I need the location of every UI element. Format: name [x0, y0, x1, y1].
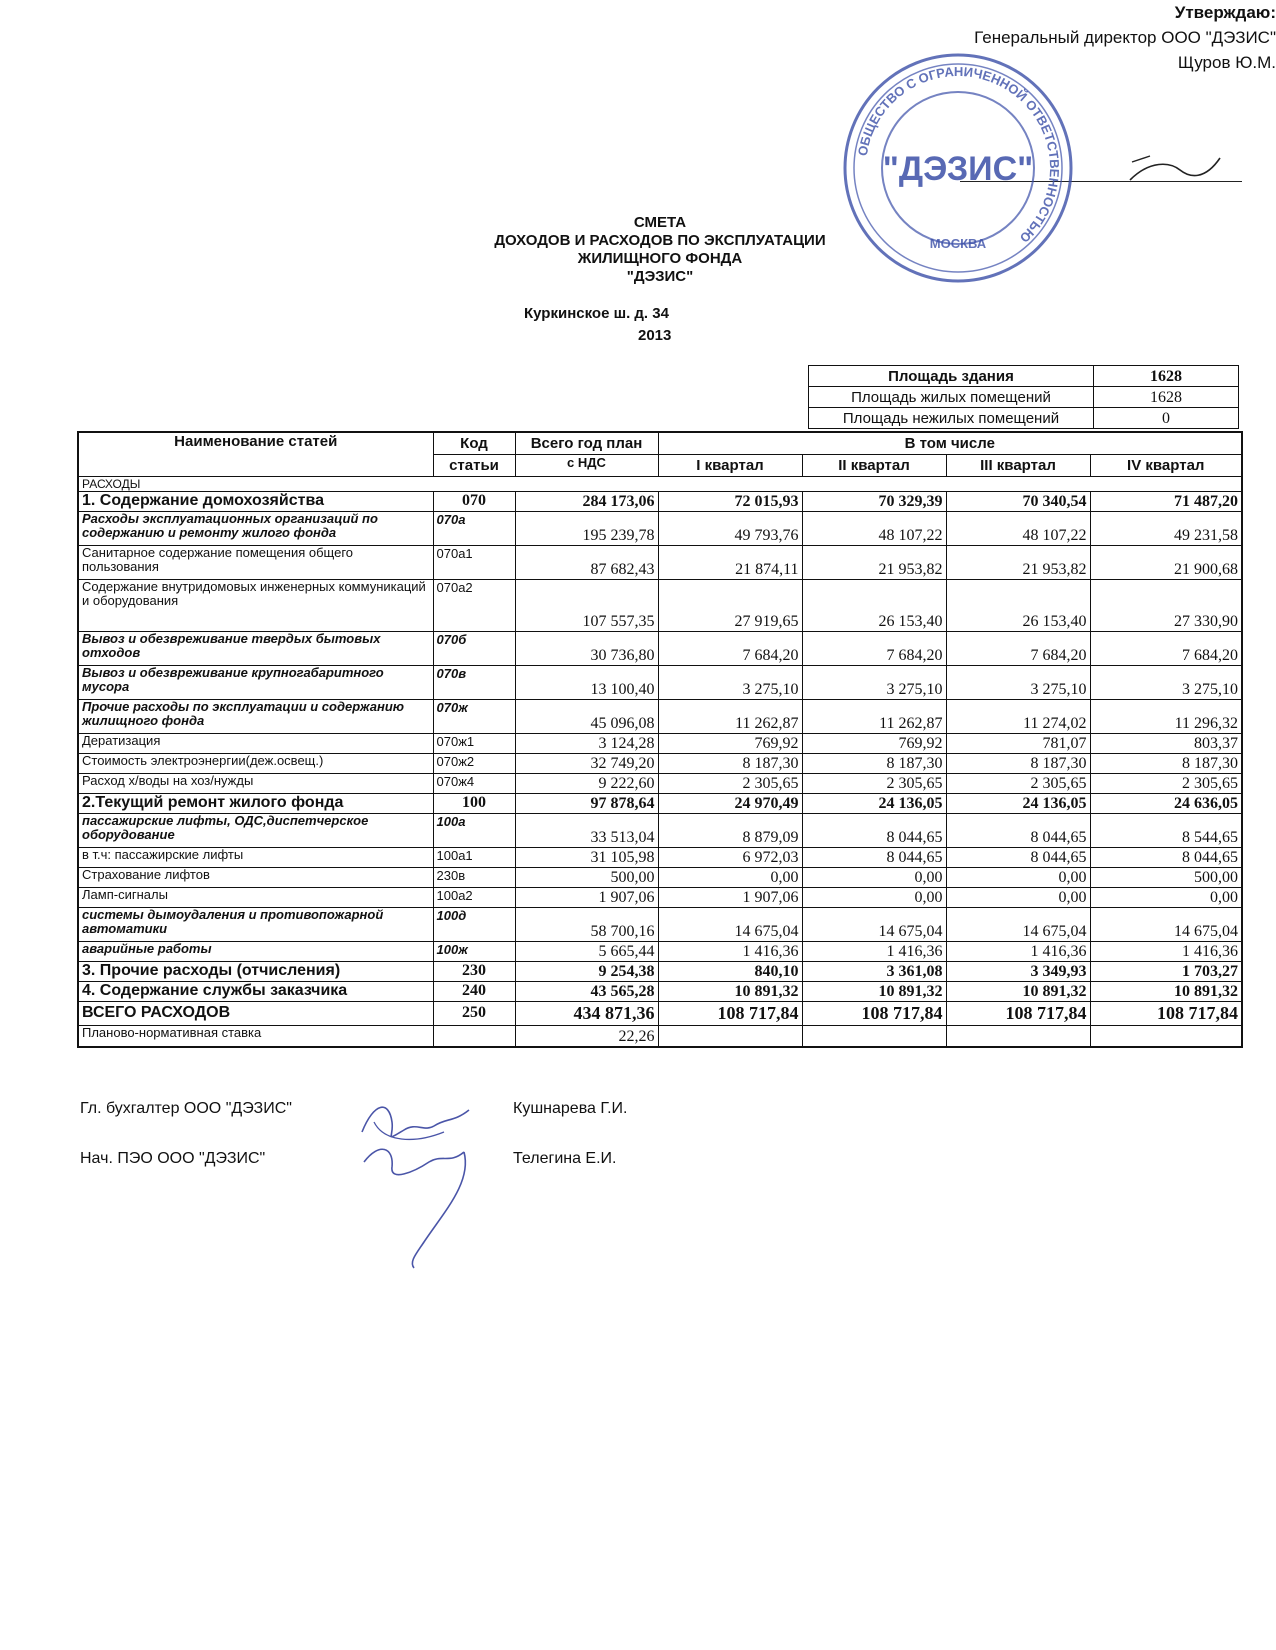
- row-q4: 10 891,32: [1090, 981, 1242, 1001]
- row-q3: 108 717,84: [946, 1001, 1090, 1025]
- row-total: 9 222,60: [515, 773, 658, 793]
- row-q4: 27 330,90: [1090, 579, 1242, 631]
- row-q3: 3 349,93: [946, 961, 1090, 981]
- row-total: 58 700,16: [515, 907, 658, 941]
- table-header-row: [78, 432, 1242, 454]
- row-q1: 27 919,65: [658, 579, 802, 631]
- row-q4: 7 684,20: [1090, 631, 1242, 665]
- table-row: [78, 981, 1242, 1001]
- row-total: 195 239,78: [515, 511, 658, 545]
- table-row: [78, 753, 1242, 773]
- chief-accountant-name: Кушнарева Г.И.: [513, 1100, 628, 1117]
- header-total: Всего год план: [515, 432, 658, 454]
- row-q2: 10 891,32: [802, 981, 946, 1001]
- row-q1: 6 972,03: [658, 847, 802, 867]
- row-code: 070а: [433, 511, 515, 545]
- row-name: ВСЕГО РАСХОДОВ: [78, 1001, 433, 1025]
- row-q3: 0,00: [946, 887, 1090, 907]
- row-q4: 11 296,32: [1090, 699, 1242, 733]
- row-q3: 21 953,82: [946, 545, 1090, 579]
- row-code: 100а1: [433, 847, 515, 867]
- area-value: 1628: [1094, 387, 1239, 408]
- row-q2: 8 187,30: [802, 753, 946, 773]
- row-q1: 840,10: [658, 961, 802, 981]
- row-code: 230: [433, 961, 515, 981]
- row-q2: 0,00: [802, 887, 946, 907]
- row-q4: 8 044,65: [1090, 847, 1242, 867]
- area-value: 0: [1094, 408, 1239, 429]
- row-name: 1. Содержание домохозяйства: [78, 491, 433, 511]
- row-name: пассажирские лифты, ОДС,диспетчерское оборудование: [78, 813, 433, 847]
- table-row: [78, 887, 1242, 907]
- row-q3: 24 136,05: [946, 793, 1090, 813]
- row-name: Страхование лифтов: [78, 867, 433, 887]
- row-q3: 781,07: [946, 733, 1090, 753]
- row-total: 22,26: [515, 1025, 658, 1047]
- row-q4: 803,37: [1090, 733, 1242, 753]
- seal-city: МОСКВА: [929, 236, 987, 251]
- row-q4: 49 231,58: [1090, 511, 1242, 545]
- row-q1: 11 262,87: [658, 699, 802, 733]
- row-q4: 71 487,20: [1090, 491, 1242, 511]
- row-total: 33 513,04: [515, 813, 658, 847]
- table-row: [78, 847, 1242, 867]
- row-q1: 1 416,36: [658, 941, 802, 961]
- row-q1: 8 187,30: [658, 753, 802, 773]
- row-q3: 0,00: [946, 867, 1090, 887]
- area-label: Площадь здания: [809, 366, 1094, 387]
- row-name: 4. Содержание службы заказчика: [78, 981, 433, 1001]
- row-total: 13 100,40: [515, 665, 658, 699]
- row-total: 31 105,98: [515, 847, 658, 867]
- row-q3: [946, 1025, 1090, 1047]
- row-code: 070а1: [433, 545, 515, 579]
- area-row: [809, 366, 1239, 387]
- row-code: 070ж: [433, 699, 515, 733]
- row-q2: 11 262,87: [802, 699, 946, 733]
- row-q1: 108 717,84: [658, 1001, 802, 1025]
- row-q2: 14 675,04: [802, 907, 946, 941]
- row-q2: 1 416,36: [802, 941, 946, 961]
- row-q4: 3 275,10: [1090, 665, 1242, 699]
- row-code: 250: [433, 1001, 515, 1025]
- row-name: Содержание внутридомовых инженерных коммуникаций и оборудования: [78, 579, 433, 631]
- pe-head-position: Нач. ПЭО ООО "ДЭЗИС": [80, 1150, 266, 1167]
- row-name: Санитарное содержание помещения общего пользования: [78, 545, 433, 579]
- row-q2: 48 107,22: [802, 511, 946, 545]
- row-q1: 769,92: [658, 733, 802, 753]
- row-q1: 8 879,09: [658, 813, 802, 847]
- header-q1: I квартал: [658, 454, 802, 476]
- row-q2: [802, 1025, 946, 1047]
- row-q3: 7 684,20: [946, 631, 1090, 665]
- table-row: [78, 1025, 1242, 1047]
- row-q1: 72 015,93: [658, 491, 802, 511]
- row-q1: 3 275,10: [658, 665, 802, 699]
- row-q2: 769,92: [802, 733, 946, 753]
- area-label: Площадь жилых помещений: [809, 387, 1094, 408]
- pe-head-name: Телегина Е.И.: [513, 1150, 617, 1167]
- table-row: [78, 793, 1242, 813]
- row-total: 284 173,06: [515, 491, 658, 511]
- row-q4: 14 675,04: [1090, 907, 1242, 941]
- row-code: 100: [433, 793, 515, 813]
- approval-position: Генеральный директор ООО "ДЭЗИС": [974, 28, 1276, 47]
- row-q4: 8 544,65: [1090, 813, 1242, 847]
- title-line-3: ЖИЛИЩНОГО ФОНДА: [577, 250, 743, 267]
- row-q1: 0,00: [658, 867, 802, 887]
- row-total: 87 682,43: [515, 545, 658, 579]
- row-name: Стоимость электроэнергии(деж.освещ.): [78, 753, 433, 773]
- table-row: [78, 511, 1242, 545]
- row-code: 100а2: [433, 887, 515, 907]
- area-row: [809, 408, 1239, 429]
- table-row: [78, 941, 1242, 961]
- row-q4: 21 900,68: [1090, 545, 1242, 579]
- approval-heading: Утверждаю:: [1174, 3, 1276, 22]
- row-total: 1 907,06: [515, 887, 658, 907]
- approval-name: Щуров Ю.М.: [1177, 53, 1276, 72]
- table-row: [78, 907, 1242, 941]
- row-name: Расходы эксплуатационных организаций по содержанию и ремонту жилого фонда: [78, 511, 433, 545]
- row-q4: 8 187,30: [1090, 753, 1242, 773]
- address: Куркинское ш. д. 34: [524, 305, 669, 322]
- area-value: 1628: [1094, 366, 1239, 387]
- table-row: [78, 867, 1242, 887]
- row-q4: 108 717,84: [1090, 1001, 1242, 1025]
- row-q1: 21 874,11: [658, 545, 802, 579]
- handwritten-signatures: [354, 1092, 484, 1272]
- row-q3: 10 891,32: [946, 981, 1090, 1001]
- area-table: [808, 365, 1239, 429]
- row-name: Планово-нормативная ставка: [78, 1025, 433, 1047]
- row-q3: 14 675,04: [946, 907, 1090, 941]
- table-row: [78, 579, 1242, 631]
- row-name: в т.ч: пассажирские лифты: [78, 847, 433, 867]
- row-total: 43 565,28: [515, 981, 658, 1001]
- row-name: Прочие расходы по эксплуатации и содержанию жилищного фонда: [78, 699, 433, 733]
- row-q1: 49 793,76: [658, 511, 802, 545]
- row-name: 3. Прочие расходы (отчисления): [78, 961, 433, 981]
- row-total: 30 736,80: [515, 631, 658, 665]
- director-signature: [1110, 150, 1240, 190]
- row-name: Вывоз и обезвреживание крупногабаритного мусора: [78, 665, 433, 699]
- row-q1: 24 970,49: [658, 793, 802, 813]
- title-line-1: СМЕТА: [633, 214, 687, 231]
- row-q2: 108 717,84: [802, 1001, 946, 1025]
- row-q3: 48 107,22: [946, 511, 1090, 545]
- budget-table: [77, 431, 1243, 1048]
- row-q4: [1090, 1025, 1242, 1047]
- row-q3: 11 274,02: [946, 699, 1090, 733]
- row-code: 100а: [433, 813, 515, 847]
- row-code: 070ж4: [433, 773, 515, 793]
- row-name: Ламп-сигналы: [78, 887, 433, 907]
- header-code: Код: [433, 432, 515, 454]
- section-row: [78, 476, 1242, 491]
- table-row: [78, 545, 1242, 579]
- row-q3: 3 275,10: [946, 665, 1090, 699]
- row-code: 070а2: [433, 579, 515, 631]
- row-total: 3 124,28: [515, 733, 658, 753]
- row-total: 97 878,64: [515, 793, 658, 813]
- row-q2: 3 361,08: [802, 961, 946, 981]
- row-q4: 0,00: [1090, 887, 1242, 907]
- header-q4: IV квартал: [1090, 454, 1242, 476]
- row-q4: 1 703,27: [1090, 961, 1242, 981]
- header-including: В том числе: [658, 432, 1242, 454]
- chief-accountant-position: Гл. бухгалтер ООО "ДЭЗИС": [80, 1100, 292, 1117]
- row-q3: 70 340,54: [946, 491, 1090, 511]
- section-label: РАСХОДЫ: [78, 476, 1242, 491]
- row-q3: 8 044,65: [946, 847, 1090, 867]
- header-q3: III квартал: [946, 454, 1090, 476]
- header-code-line2: статьи: [433, 454, 515, 476]
- row-q3: 8 187,30: [946, 753, 1090, 773]
- table-row: [78, 631, 1242, 665]
- row-q3: 26 153,40: [946, 579, 1090, 631]
- row-code: 070ж2: [433, 753, 515, 773]
- table-row: [78, 813, 1242, 847]
- document-title: [400, 214, 920, 286]
- row-name: аварийные работы: [78, 941, 433, 961]
- row-name: 2.Текущий ремонт жилого фонда: [78, 793, 433, 813]
- row-code: 070в: [433, 665, 515, 699]
- row-q2: 7 684,20: [802, 631, 946, 665]
- row-q2: 21 953,82: [802, 545, 946, 579]
- table-row: [78, 733, 1242, 753]
- row-total: 500,00: [515, 867, 658, 887]
- row-q1: 1 907,06: [658, 887, 802, 907]
- row-q1: 14 675,04: [658, 907, 802, 941]
- row-q1: 2 305,65: [658, 773, 802, 793]
- row-code: 100ж: [433, 941, 515, 961]
- row-q4: 1 416,36: [1090, 941, 1242, 961]
- row-total: 5 665,44: [515, 941, 658, 961]
- header-total-line2: с НДС: [515, 454, 658, 476]
- row-total: 107 557,35: [515, 579, 658, 631]
- area-row: [809, 387, 1239, 408]
- row-code: 230в: [433, 867, 515, 887]
- row-q2: 70 329,39: [802, 491, 946, 511]
- year: 2013: [638, 327, 672, 344]
- row-q3: 1 416,36: [946, 941, 1090, 961]
- row-q2: 3 275,10: [802, 665, 946, 699]
- row-code: 100д: [433, 907, 515, 941]
- row-code: 070б: [433, 631, 515, 665]
- row-total: 32 749,20: [515, 753, 658, 773]
- row-q2: 0,00: [802, 867, 946, 887]
- seal-center-text: "ДЭЗИС": [882, 150, 1034, 188]
- row-total: 9 254,38: [515, 961, 658, 981]
- table-row: [78, 1001, 1242, 1025]
- row-q2: 8 044,65: [802, 813, 946, 847]
- row-q2: 24 136,05: [802, 793, 946, 813]
- row-total: 434 871,36: [515, 1001, 658, 1025]
- row-q3: 8 044,65: [946, 813, 1090, 847]
- table-row: [78, 699, 1242, 733]
- header-q2: II квартал: [802, 454, 946, 476]
- row-total: 45 096,08: [515, 699, 658, 733]
- row-q3: 2 305,65: [946, 773, 1090, 793]
- approval-block: [0, 0, 1276, 75]
- table-row: [78, 961, 1242, 981]
- area-label: Площадь нежилых помещений: [809, 408, 1094, 429]
- row-q4: 500,00: [1090, 867, 1242, 887]
- table-row: [78, 665, 1242, 699]
- row-code: 070: [433, 491, 515, 511]
- row-name: Дератизация: [78, 733, 433, 753]
- row-name: Расход х/воды на хоз/нужды: [78, 773, 433, 793]
- row-q2: 2 305,65: [802, 773, 946, 793]
- seal-ring-text: ОБЩЕСТВО С ОГРАНИЧЕННОЙ ОТВЕТСТВЕННОСТЬЮ: [854, 63, 1063, 246]
- row-name: Вывоз и обезвреживание твердых бытовых отходов: [78, 631, 433, 665]
- row-q1: [658, 1025, 802, 1047]
- header-name: Наименование статей: [78, 432, 433, 476]
- title-line-4: "ДЭЗИС": [626, 268, 694, 285]
- row-q2: 8 044,65: [802, 847, 946, 867]
- table-row: [78, 773, 1242, 793]
- row-q1: 7 684,20: [658, 631, 802, 665]
- title-line-2: ДОХОДОВ И РАСХОДОВ ПО ЭКСПЛУАТАЦИИ: [494, 232, 826, 249]
- row-code: 240: [433, 981, 515, 1001]
- row-code: 070ж1: [433, 733, 515, 753]
- row-q1: 10 891,32: [658, 981, 802, 1001]
- row-code: [433, 1025, 515, 1047]
- row-name: системы дымоудаления и противопожарной автоматики: [78, 907, 433, 941]
- row-q4: 2 305,65: [1090, 773, 1242, 793]
- table-row: [78, 491, 1242, 511]
- row-q2: 26 153,40: [802, 579, 946, 631]
- row-q4: 24 636,05: [1090, 793, 1242, 813]
